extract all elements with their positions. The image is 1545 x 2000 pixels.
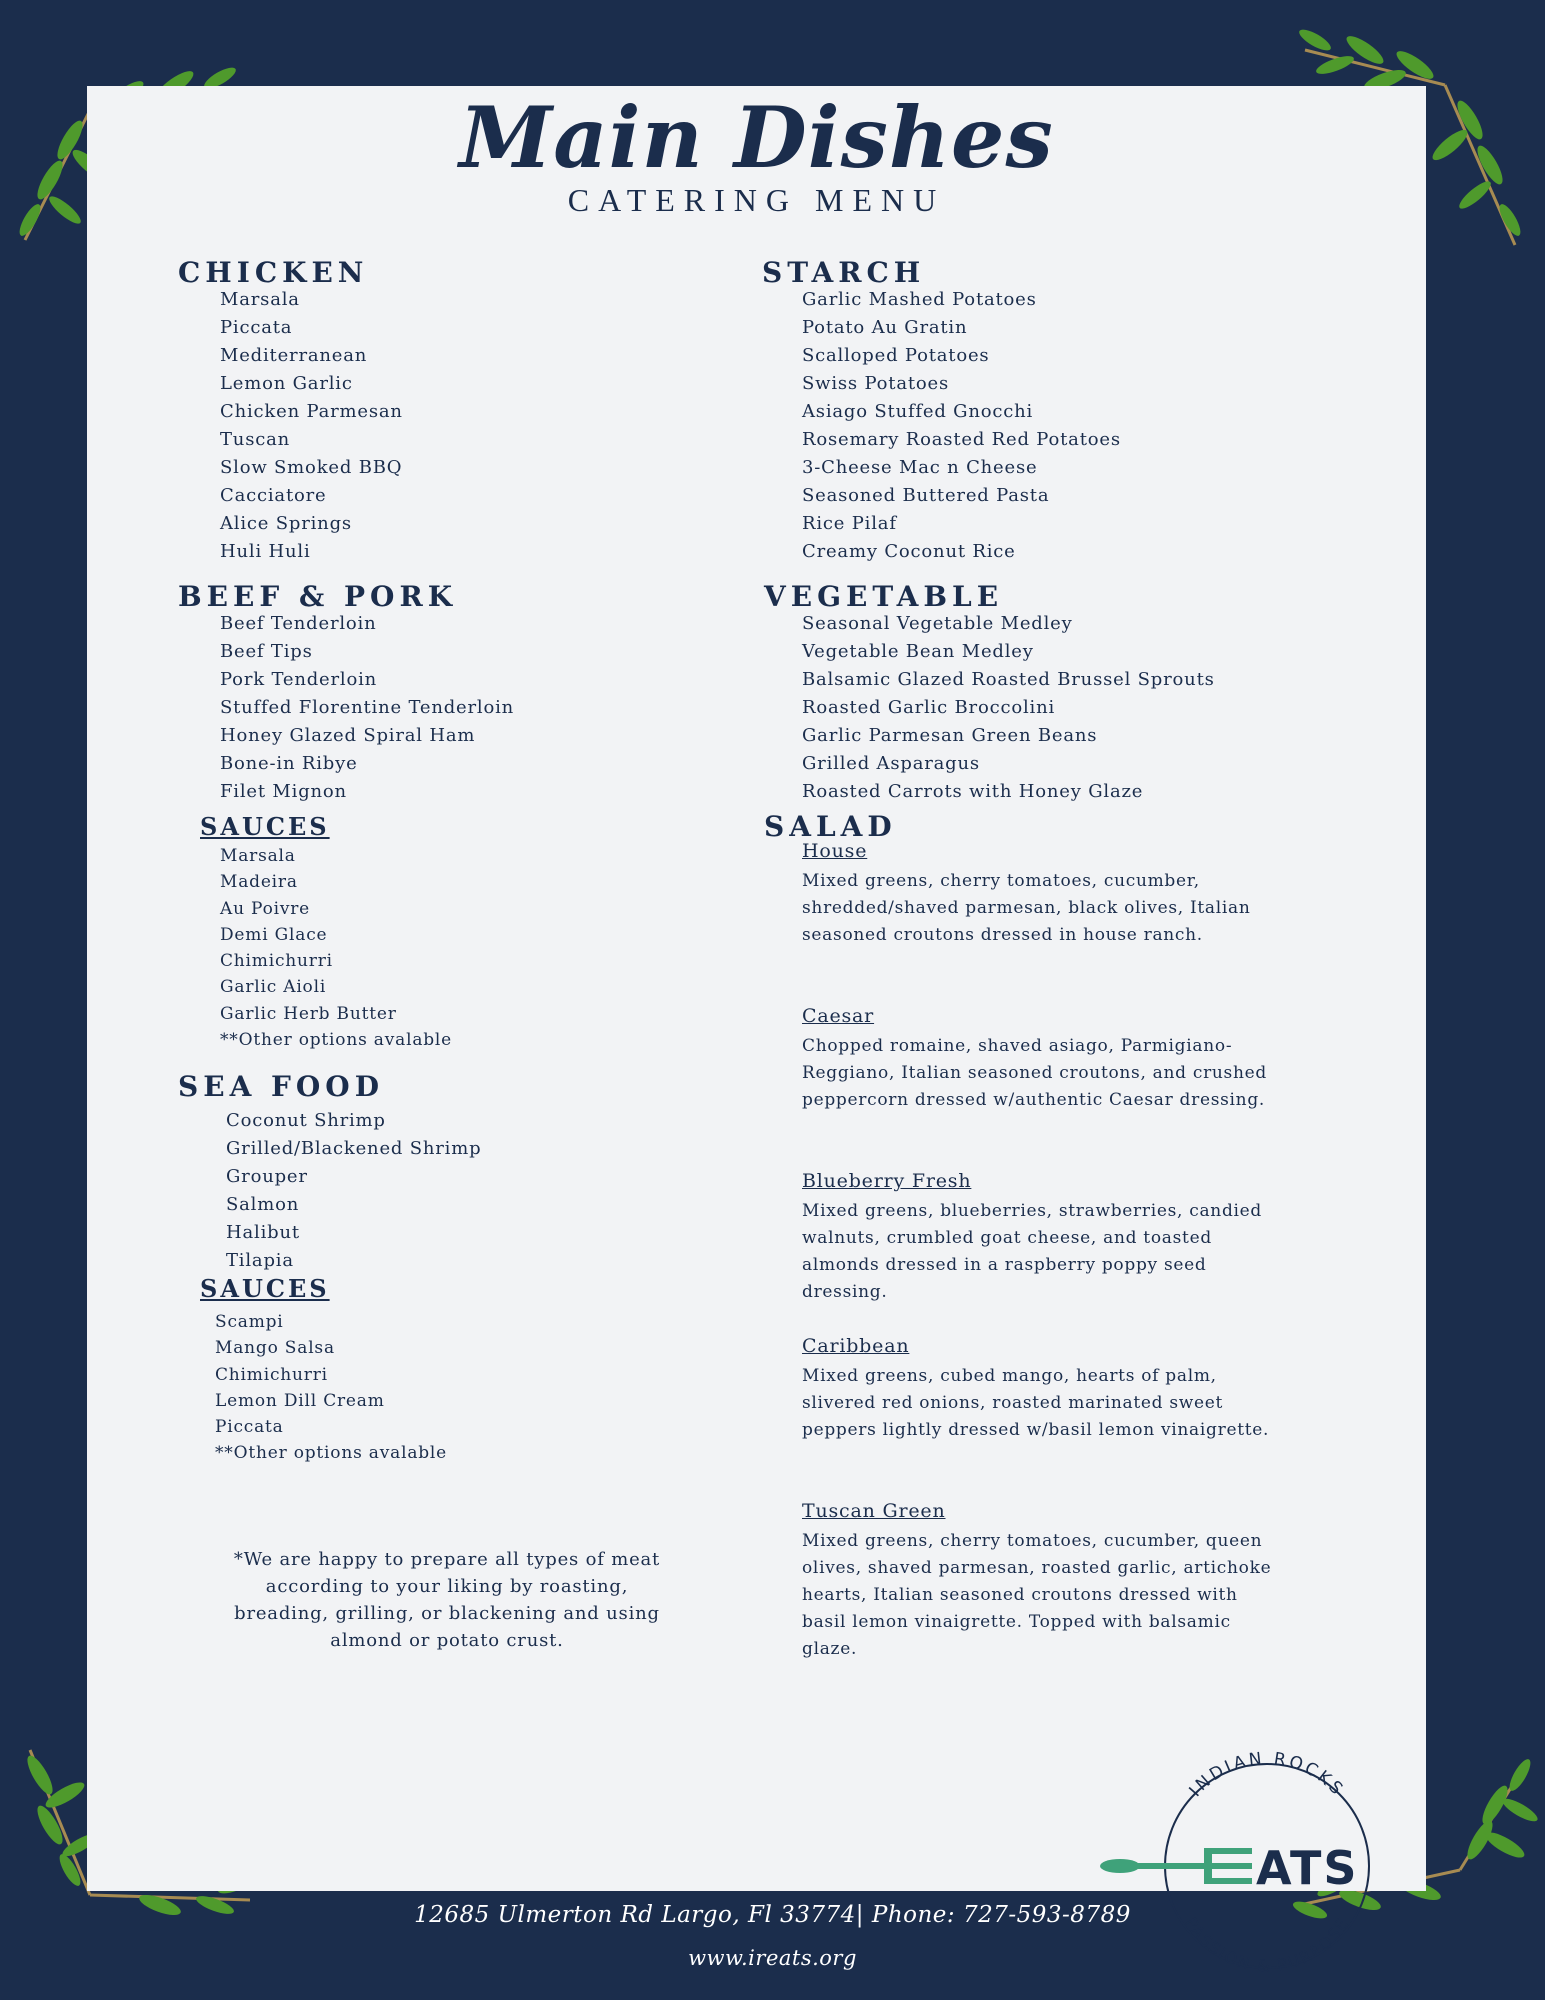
salad-desc-tuscan: Mixed greens, cherry tomatoes, cucumber, queen olives, shaved parmesan, roasted garlic, artichoke hearts, Italian seasoned croutons dressed with basil lemon vinaigrette. Topped with balsamic glaze. xyxy=(802,1531,1272,1659)
list-item: Grilled Asparagus xyxy=(802,753,980,774)
list-item: Swiss Potatoes xyxy=(802,373,950,394)
list-item: Marsala xyxy=(220,289,300,310)
logo-bottom-text: PASSION & PURPOSE xyxy=(1181,1913,1353,1976)
list-item: Huli Huli xyxy=(220,541,311,562)
list-item: Grilled/Blackened Shrimp xyxy=(226,1138,482,1159)
list-item: Bone-in Ribye xyxy=(220,753,358,774)
salad-name-caribbean: Caribbean xyxy=(802,1335,910,1357)
salad-name-tuscan: Tuscan Green xyxy=(802,1500,946,1522)
beef-pork-list xyxy=(220,610,514,806)
salad-desc-caesar: Chopped romaine, shaved asiago, Parmigiano-Reggiano, Italian seasoned croutons, and crushed peppercorn dressed w/authentic Caesar dressing. xyxy=(802,1036,1267,1110)
preparation-note: *We are happy to prepare all types of meat according to your liking by roasting, breading, grilling, or blackening and using almond or potato crust. xyxy=(233,1549,661,1651)
list-item: Piccata xyxy=(215,1417,284,1438)
list-item: Stuffed Florentine Tenderloin xyxy=(220,697,515,718)
salad-name-house: House xyxy=(802,840,868,862)
list-item: Honey Glazed Spiral Ham xyxy=(220,725,476,746)
list-item: Salmon xyxy=(226,1194,300,1215)
list-item: Madeira xyxy=(220,872,298,893)
page-title: Main Dishes xyxy=(459,88,1054,187)
beef-pork-heading: BEEF & PORK xyxy=(178,580,458,613)
list-item: Garlic Parmesan Green Beans xyxy=(802,725,1098,746)
list-item: Filet Mignon xyxy=(220,781,347,802)
list-item: Halibut xyxy=(226,1222,300,1243)
chicken-heading: CHICKEN xyxy=(178,256,369,289)
list-item: Balsamic Glazed Roasted Brussel Sprouts xyxy=(802,669,1215,690)
list-item: Pork Tenderloin xyxy=(220,669,378,690)
salad-desc-caribbean: Mixed greens, cubed mango, hearts of palm, slivered red onions, roasted marinated sweet peppers lightly dressed w/basil lemon vinaigrette. xyxy=(802,1366,1270,1440)
footer-address: 12685 Ulmerton Rd Largo, Fl 33774| Phone: 727-593-8789 xyxy=(414,1902,1131,1928)
list-item: Chicken Parmesan xyxy=(220,401,403,422)
list-item: Roasted Carrots with Honey Glaze xyxy=(802,781,1144,802)
list-item: Scampi xyxy=(215,1312,284,1332)
sauces-heading-meat: SAUCES xyxy=(200,812,330,841)
list-item: Seasoned Buttered Pasta xyxy=(802,485,1050,506)
list-item: Garlic Herb Butter xyxy=(220,1003,397,1024)
list-item: Vegetable Bean Medley xyxy=(802,641,1034,662)
logo-top-text: INDIAN ROCKS xyxy=(1185,1748,1349,1801)
list-item: **Other options avalable xyxy=(215,1443,448,1464)
list-item: Demi Glace xyxy=(220,924,328,945)
svg-text:INDIAN ROCKS xyxy=(1186,1749,1349,1801)
salad-desc-house: Mixed greens, cherry tomatoes, cucumber, shredded/shaved parmesan, black olives, Italian seasoned croutons dressed in house ranch. xyxy=(802,871,1251,945)
list-item: Grouper xyxy=(226,1166,308,1187)
starch-heading: STARCH xyxy=(762,256,926,289)
list-item: Beef Tenderloin xyxy=(220,613,377,634)
list-item: Piccata xyxy=(220,317,293,338)
vegetable-list xyxy=(802,610,1215,806)
vegetable-heading: VEGETABLE xyxy=(764,580,1004,613)
list-item: Chimichurri xyxy=(215,1364,328,1385)
logo-word: ATS xyxy=(1256,1841,1359,1895)
list-item: Lemon Garlic xyxy=(220,373,353,394)
list-item: Tilapia xyxy=(226,1250,294,1271)
sauces-list-seafood xyxy=(215,1309,447,1467)
starch-list xyxy=(802,286,1121,566)
fork-icon xyxy=(1100,1848,1252,1884)
list-item: Roasted Garlic Broccolini xyxy=(802,697,1056,718)
page-subtitle: CATERING MENU xyxy=(567,182,946,218)
list-item: Creamy Coconut Rice xyxy=(802,541,1016,562)
list-item: Slow Smoked BBQ xyxy=(220,457,403,478)
list-item: Garlic Mashed Potatoes xyxy=(802,289,1037,310)
sauces-heading-seafood: SAUCES xyxy=(200,1274,330,1303)
list-item: Mediterranean xyxy=(220,345,368,366)
salad-name-caesar: Caesar xyxy=(802,1005,875,1027)
list-item: Mango Salsa xyxy=(215,1338,335,1359)
list-item: Rice Pilaf xyxy=(802,513,897,534)
list-item: Rosemary Roasted Red Potatoes xyxy=(802,429,1121,450)
list-item: Coconut Shrimp xyxy=(226,1110,386,1131)
list-item: Beef Tips xyxy=(220,641,313,662)
salad-heading: SALAD xyxy=(764,810,897,843)
list-item: Cacciatore xyxy=(220,485,327,506)
salad-desc-blueberry: Mixed greens, blueberries, strawberries, candied walnuts, crumbled goat cheese, and toasted almonds dressed in a raspberry poppy seed dressing. xyxy=(802,1201,1263,1302)
salad-name-blueberry: Blueberry Fresh xyxy=(802,1170,972,1192)
list-item: Scalloped Potatoes xyxy=(802,345,990,366)
sauces-list-meat xyxy=(220,843,452,1053)
list-item: Garlic Aioli xyxy=(220,977,327,998)
list-item: Lemon Dill Cream xyxy=(215,1390,385,1411)
footer-website[interactable]: www.ireats.org xyxy=(688,1946,857,1970)
list-item: Seasonal Vegetable Medley xyxy=(802,613,1073,634)
list-item: Au Poivre xyxy=(220,898,311,919)
list-item: **Other options avalable xyxy=(220,1030,453,1051)
list-item: Potato Au Gratin xyxy=(802,317,968,338)
list-item: Chimichurri xyxy=(220,951,333,972)
list-item: Asiago Stuffed Gnocchi xyxy=(802,401,1034,422)
seafood-heading: SEA FOOD xyxy=(178,1070,384,1103)
chicken-list xyxy=(220,286,403,566)
list-item: Marsala xyxy=(220,846,296,866)
list-item: Tuscan xyxy=(220,429,291,450)
list-item: 3-Cheese Mac n Cheese xyxy=(802,457,1038,478)
list-item: Alice Springs xyxy=(220,513,352,534)
seafood-list xyxy=(226,1107,481,1275)
